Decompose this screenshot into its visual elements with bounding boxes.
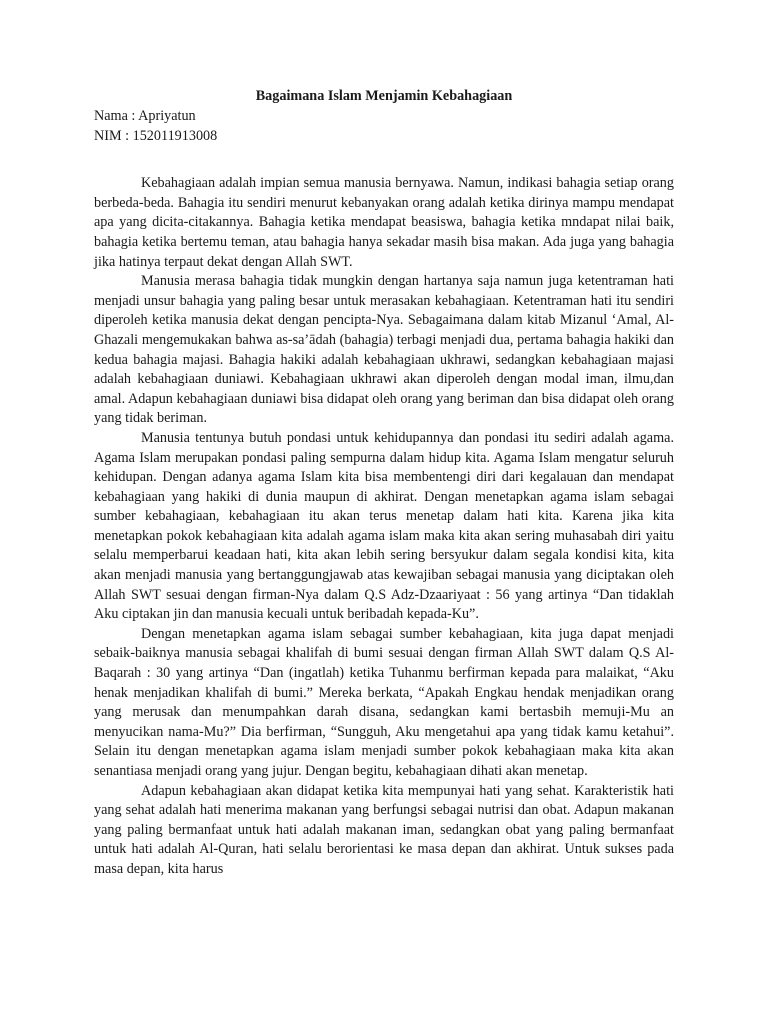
paragraph-5: Adapun kebahagiaan akan didapat ketika kita mempunyai hati yang sehat. Karakteristik hati yang sehat adalah hati menerima makanan yang berfungsi sebagai nutrisi dan obat. Adapun makanan yang paling bermanfaat untuk hati adalah makanan iman, sedangkan obat yang paling bermanfaat untuk hati adalah Al-Quran, hati selalu berorientasi ke masa depan dan akhirat. Untuk sukses pada masa depan, kita harus: [94, 782, 674, 877]
paragraph-3: Manusia tentunya butuh pondasi untuk kehidupannya dan pondasi itu sediri adalah agama. Agama Islam merupakan pondasi paling sempurna dalam hidup kita. Agama Islam mengatur seluruh kehidupan. Dengan adanya agama Islam kita bisa membentengi diri dari kegalauan dan mendapat kebahagiaan yang hakiki di dunia maupun di akhirat. Dengan menetapkan agama islam sebagai sumber kebahagiaan, kebahagiaan itu akan terus menetap dalam hati kita. Karena jika kita menetapkan pokok kebahagiaan kita adalah agama islam maka kita akan sering muhasabah diri yaitu selalu memperbarui keadaan hati, kita akan lebih sering bersyukur dalam segala kondisi kita, kita akan menjadi manusia yang bertanggungjawab atas kewajiban sebagai manusia yang diciptakan oleh Allah SWT sesuai dengan firman-Nya dalam Q.S Adz-Dzaariyaat : 56 yang artinya “Dan tidaklah Aku ciptakan jin dan manusia kecuali untuk beribadah kepada-Ku”.: [94, 429, 674, 623]
document-title: Bagaimana Islam Menjamin Kebahagiaan: [255, 88, 513, 104]
author-name: Nama : Apriyatun: [94, 108, 196, 124]
paragraph-1: Kebahagiaan adalah impian semua manusia bernyawa. Namun, indikasi bahagia setiap orang berbeda-beda. Bahagia itu sendiri menurut kebanyakan orang adalah ketika dirinya mampu mendapat apa yang dicita-citakannya. Bahagia ketika mendapat beasiswa, bahagia ketika mndapat nilai baik, bahagia ketika bertemu teman, atau bahagia hanya sekadar masih bisa makan. Ada juga yang bahagia jika hatinya terpaut dekat dengan Allah SWT.: [94, 175, 674, 270]
paragraph-4: Dengan menetapkan agama islam sebagai sumber kebahagiaan, kita juga dapat menjadi sebaik-baiknya manusia sebagai khalifah di bumi sesuai dengan firman Allah SWT dalam Q.S Al-Baqarah : 30 yang artinya “Dan (ingatlah) ketika Tuhanmu berfirman kepada para malaikat, “Aku henak menjadikan khalifah di bumi.” Mereka berkata, “Apakah Engkau hendak menjadikan orang yang merusak dan menumpahkan darah disana, sedangkan kami bertasbih memuji-Mu an menyucikan nama-Mu?” Dia berfirman, “Sungguh, Aku mengetahui apa yang tidak kamu ketahui”. Selain itu dengan menetapkan agama islam menjadi sumber pokok kebahagiaan maka kita akan senantiasa menjadi orang yang jujur. Dengan begitu, kebahagiaan dihati akan menetap.: [94, 625, 674, 779]
author-info: [94, 107, 674, 146]
paragraph-2: Manusia merasa bahagia tidak mungkin dengan hartanya saja namun juga ketentraman hati menjadi unsur bahagia yang paling besar untuk merasakan kebahagiaan. Ketentraman hati itu sendiri diperoleh ketika manusia dekat dengan pencipta-Nya. Sebagaimana dalam kitab Mizanul ‘Amal, Al-Ghazali mengemukakan bahwa as-sa’ādah (bahagia) terbagi menjadi dua, pertama bahagia hakiki dan kedua bahagia majasi. Bahagia hakiki adalah kebahagiaan ukhrawi, sedangkan kebahagiaan majasi adalah kebahagiaan duniawi. Kebahagiaan ukhrawi akan diperoleh dengan modal iman, ilmu,dan amal. Adapun kebahagiaan duniawi bisa didapat oleh orang yang beriman dan bisa didapat oleh orang yang tidak beriman.: [94, 273, 674, 427]
student-id: NIM : 152011913008: [94, 127, 218, 144]
essay-body: [94, 174, 674, 879]
blank-line: [94, 146, 674, 174]
